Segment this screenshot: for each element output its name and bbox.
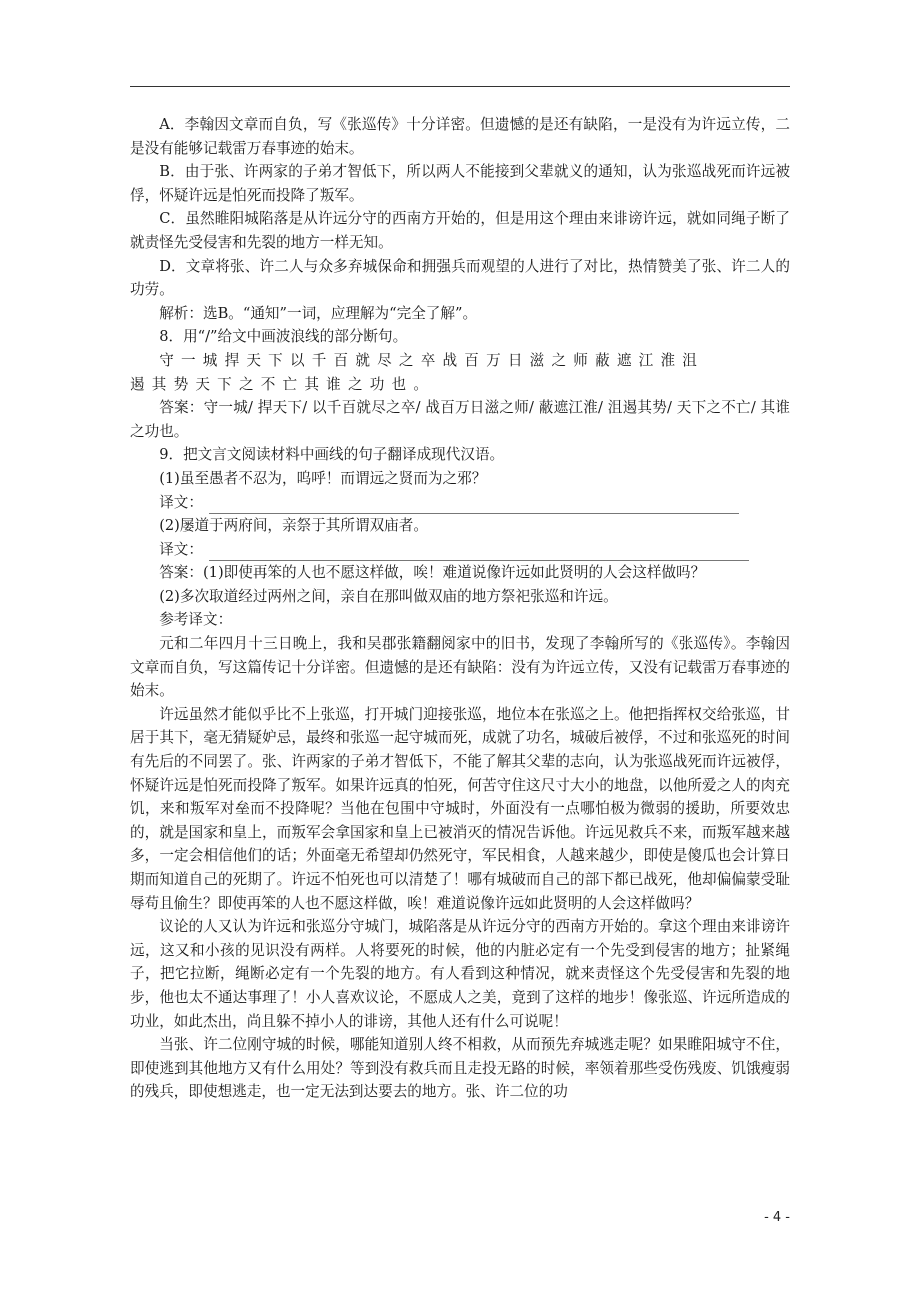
reference-paragraph: 元和二年四月十三日晚上，我和吴郡张籍翻阅家中的旧书，发现了李翰所写的《张巡传》。李翰因文章而自负，写这篇传记十分详密。但遗憾的是还有缺陷：没有为许远立传，又没有记载雷万春事迹的始末。	[130, 635, 790, 700]
option-a: A．李翰因文章而自负，写《张巡传》十分详密。但遗憾的是还有缺陷，一是没有为许远立传，二是没有能够记载雷万春事迹的始末。	[130, 116, 790, 157]
q9-item2: (2)屡道于两府间，亲祭于其所谓双庙者。	[159, 517, 428, 535]
translation-label: 译文：	[159, 540, 203, 558]
q8-text-line2: 遏其势天下之不亡其谁之功也。	[130, 375, 436, 393]
option-c: C．虽然睢阳城陷落是从许远分守的西南方开始的，但是用这个理由来诽谤许远，就如同绳子断了就责怪先受侵害和先裂的地方一样无知。	[130, 210, 790, 251]
document-body	[130, 113, 790, 1104]
q9-translation-row-2	[130, 538, 790, 562]
answer-blank-line[interactable]	[209, 498, 739, 514]
q7-analysis: 解析：选B。“通知”一词，应理解为“完全了解”。	[159, 304, 478, 322]
page-number: - 4 -	[764, 1210, 790, 1225]
q8-question: 8．用“/”给文中画波浪线的部分断句。	[159, 328, 408, 346]
q9-translation-row-1	[130, 491, 790, 515]
q8-text-line1: 守一城捍天下以千百就尽之卒战百万日滋之师蔽遮江淮沮	[159, 351, 705, 369]
header-rule	[130, 86, 790, 87]
q9-item1: (1)虽至愚者不忍为，呜呼！而谓远之贤而为之邪？	[159, 469, 487, 487]
q9-question: 9．把文言文阅读材料中画线的句子翻译成现代汉语。	[159, 446, 505, 464]
reference-label: 参考译文：	[159, 611, 233, 629]
q9-answer1: 答案：(1)即使再笨的人也不愿这样做，唉！难道说像许远如此贤明的人会这样做吗？	[159, 564, 706, 582]
reference-paragraph: 许远虽然才能似乎比不上张巡，打开城门迎接张巡，地位本在张巡之上。他把指挥权交给张巡，甘居于其下，毫无猜疑妒忌，最终和张巡一起守城而死，成就了功名，城破后被俘，不过和张巡死的时间有先后的不同罢了。张、许两家的子弟才智低下，不能了解其父辈的志向，认为张巡战死而许远被俘，怀疑许远是怕死而投降了叛军。如果许远真的怕死，何苦守住这尺寸大小的地盘，以他所爱之人的肉充饥，来和叛军对垒而不投降呢？当他在包围中守城时，外面没有一点哪怕极为微弱的援助，所要效忠的，就是国家和皇上，而叛军会拿国家和皇上已被消灭的情况告诉他。许远见救兵不来，而叛军越来越多，一定会相信他们的话；外面毫无希望却仍然死守，军民相食，人越来越少，即使是傻瓜也会计算日期而知道自己的死期了。许远不怕死也可以清楚了！哪有城破而自己的部下都已战死，他却偏偏蒙受耻辱苟且偷生？即使再笨的人也不愿这样做，唉！难道说像许远如此贤明的人会这样做吗？	[130, 705, 790, 912]
option-b: B．由于张、许两家的子弟才智低下，所以两人不能接到父辈就义的通知，认为张巡战死而许远被俘，怀疑许远是怕死而投降了叛军。	[130, 163, 790, 204]
reference-paragraph: 议论的人又认为许远和张巡分守城门，城陷落是从许远分守的西南方开始的。拿这个理由来诽谤许远，这又和小孩的见识没有两样。人将要死的时候，他的内脏必定有一个先受到侵害的地方；扯紧绳子，把它拉断，绳断必定有一个先裂的地方。有人看到这种情况，就来责怪这个先受侵害和先裂的地步，他也太不通达事理了！小人喜欢议论，不愿成人之美，竟到了这样的地步！像张巡、许远所造成的功业，如此杰出，尚且躲不掉小人的诽谤，其他人还有什么可说呢！	[130, 918, 790, 1030]
q9-answer2: (2)多次取道经过两州之间，亲自在那叫做双庙的地方祭祀张巡和许远。	[159, 587, 618, 605]
option-d: D．文章将张、许二人与众多弃城保命和拥强兵而观望的人进行了对比，热情赞美了张、许二人的功劳。	[130, 257, 790, 299]
q8-answer: 答案：守一城/ 捍天下/ 以千百就尽之卒/ 战百万日滋之师/ 蔽遮江淮/ 沮遏其势/ 天下之不亡/ 其谁之功也。	[130, 399, 790, 440]
reference-paragraph: 当张、许二位刚守城的时候，哪能知道别人终不相救，从而预先弃城逃走呢？如果睢阳城守不住，即使逃到其他地方又有什么用处？等到没有救兵而且走投无路的时候，率领着那些受伤残废、饥饿瘦弱的残兵，即使想逃走，也一定无法到达要去的地方。张、许二位的功	[130, 1036, 790, 1101]
translation-label: 译文：	[159, 493, 203, 511]
answer-blank-line[interactable]	[209, 545, 749, 561]
